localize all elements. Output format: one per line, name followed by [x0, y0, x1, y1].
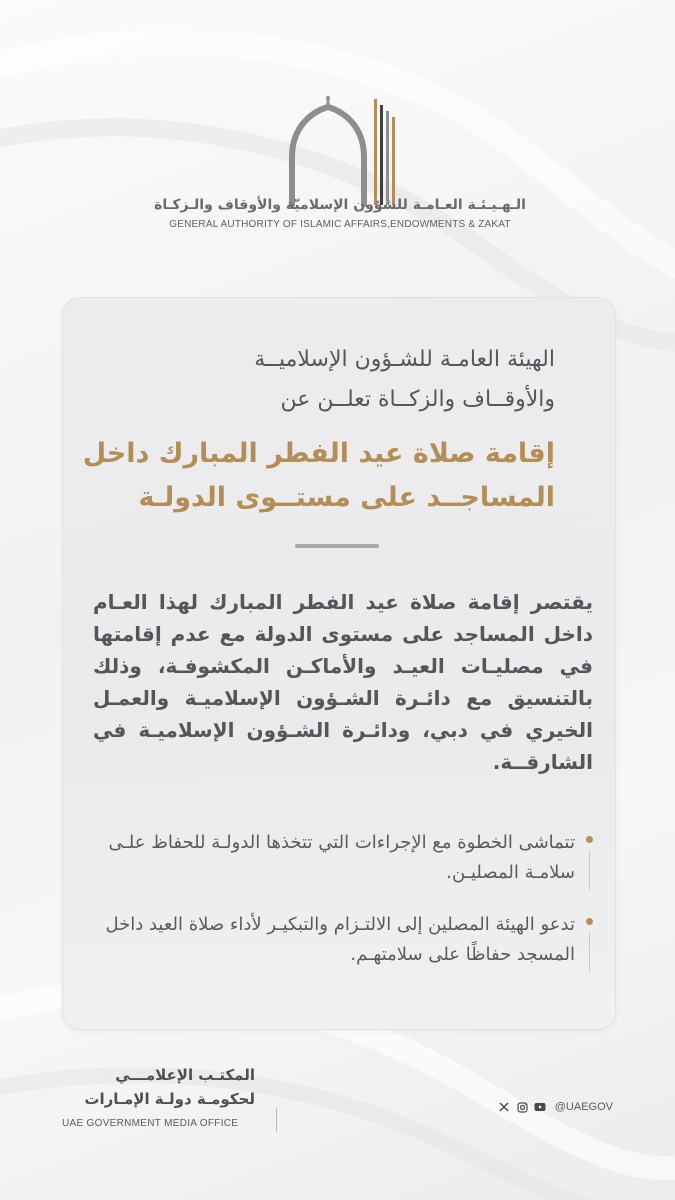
x-icon[interactable] [498, 1101, 511, 1114]
media-office-arabic [25, 1063, 255, 1111]
headline-line: المساجــد على مستــوى الدولـة [138, 482, 555, 513]
intro-line: والأوقــاف والزكــاة تعلــن عن [280, 387, 555, 412]
instagram-icon[interactable] [516, 1101, 529, 1114]
intro-line: الهيئة العامـة للشـؤون الإسلاميــة [254, 347, 555, 372]
bullet-text: تتماشى الخطوة مع الإجراءات التي تتخذها الدولـة للحفاظ علـى سلامـة المصليـن. [108, 832, 575, 883]
bullet-dot-icon [586, 836, 593, 843]
intro-text [115, 340, 555, 420]
bullet-text: تدعو الهيئة المصلين إلى الالتـزام والتبكيـر لأداء صلاة العيد داخل المسجد حفاظًا على سلامتهـم. [105, 914, 575, 965]
body-paragraph: يقتصر إقامة صلاة عيد الفطر المبارك لهذا العـام داخل المساجد على مستوى الدولة مع عدم إقامتها في مصليـات العيـد والأماكـن المكشوفـة، وذلك بالتنسيق مع دائـرة الشـؤون الإسلاميـة والعمـل الخيري في دبي، ودائـرة الشـؤون الإسلاميـة في الشارقــة. [93, 590, 593, 774]
youtube-icon[interactable] [534, 1101, 547, 1114]
headline-line: إقامة صلاة عيد الفطر المبارك داخل [82, 438, 555, 469]
bullet-dot-icon [586, 918, 593, 925]
headline [82, 432, 555, 520]
bullet-line [589, 850, 590, 890]
social-links [498, 1099, 613, 1115]
org-name-arabic: الـهـيـئـة العـامـة للشؤون الإسلاميّة والأوقاف والـزكـاة [154, 197, 526, 213]
authority-logo-icon [270, 95, 410, 207]
bullet-line [589, 932, 590, 972]
bullet-item [88, 910, 593, 970]
media-office-english: UAE GOVERNMENT MEDIA OFFICE [62, 1118, 239, 1129]
announcement-card [62, 297, 616, 1030]
media-office-line: المكتـب الإعلامـــي [115, 1066, 255, 1084]
social-handle[interactable]: @UAEGOV [554, 1101, 613, 1113]
divider [295, 544, 379, 548]
media-office-line: لحكومـة دولـة الإمـارات [84, 1090, 255, 1108]
bullet-item [88, 828, 593, 888]
footer-divider [276, 1108, 277, 1132]
org-name-english: GENERAL AUTHORITY OF ISLAMIC AFFAIRS,ENDOWMENTS & ZAKAT [169, 219, 511, 230]
bullet-list [88, 828, 593, 992]
